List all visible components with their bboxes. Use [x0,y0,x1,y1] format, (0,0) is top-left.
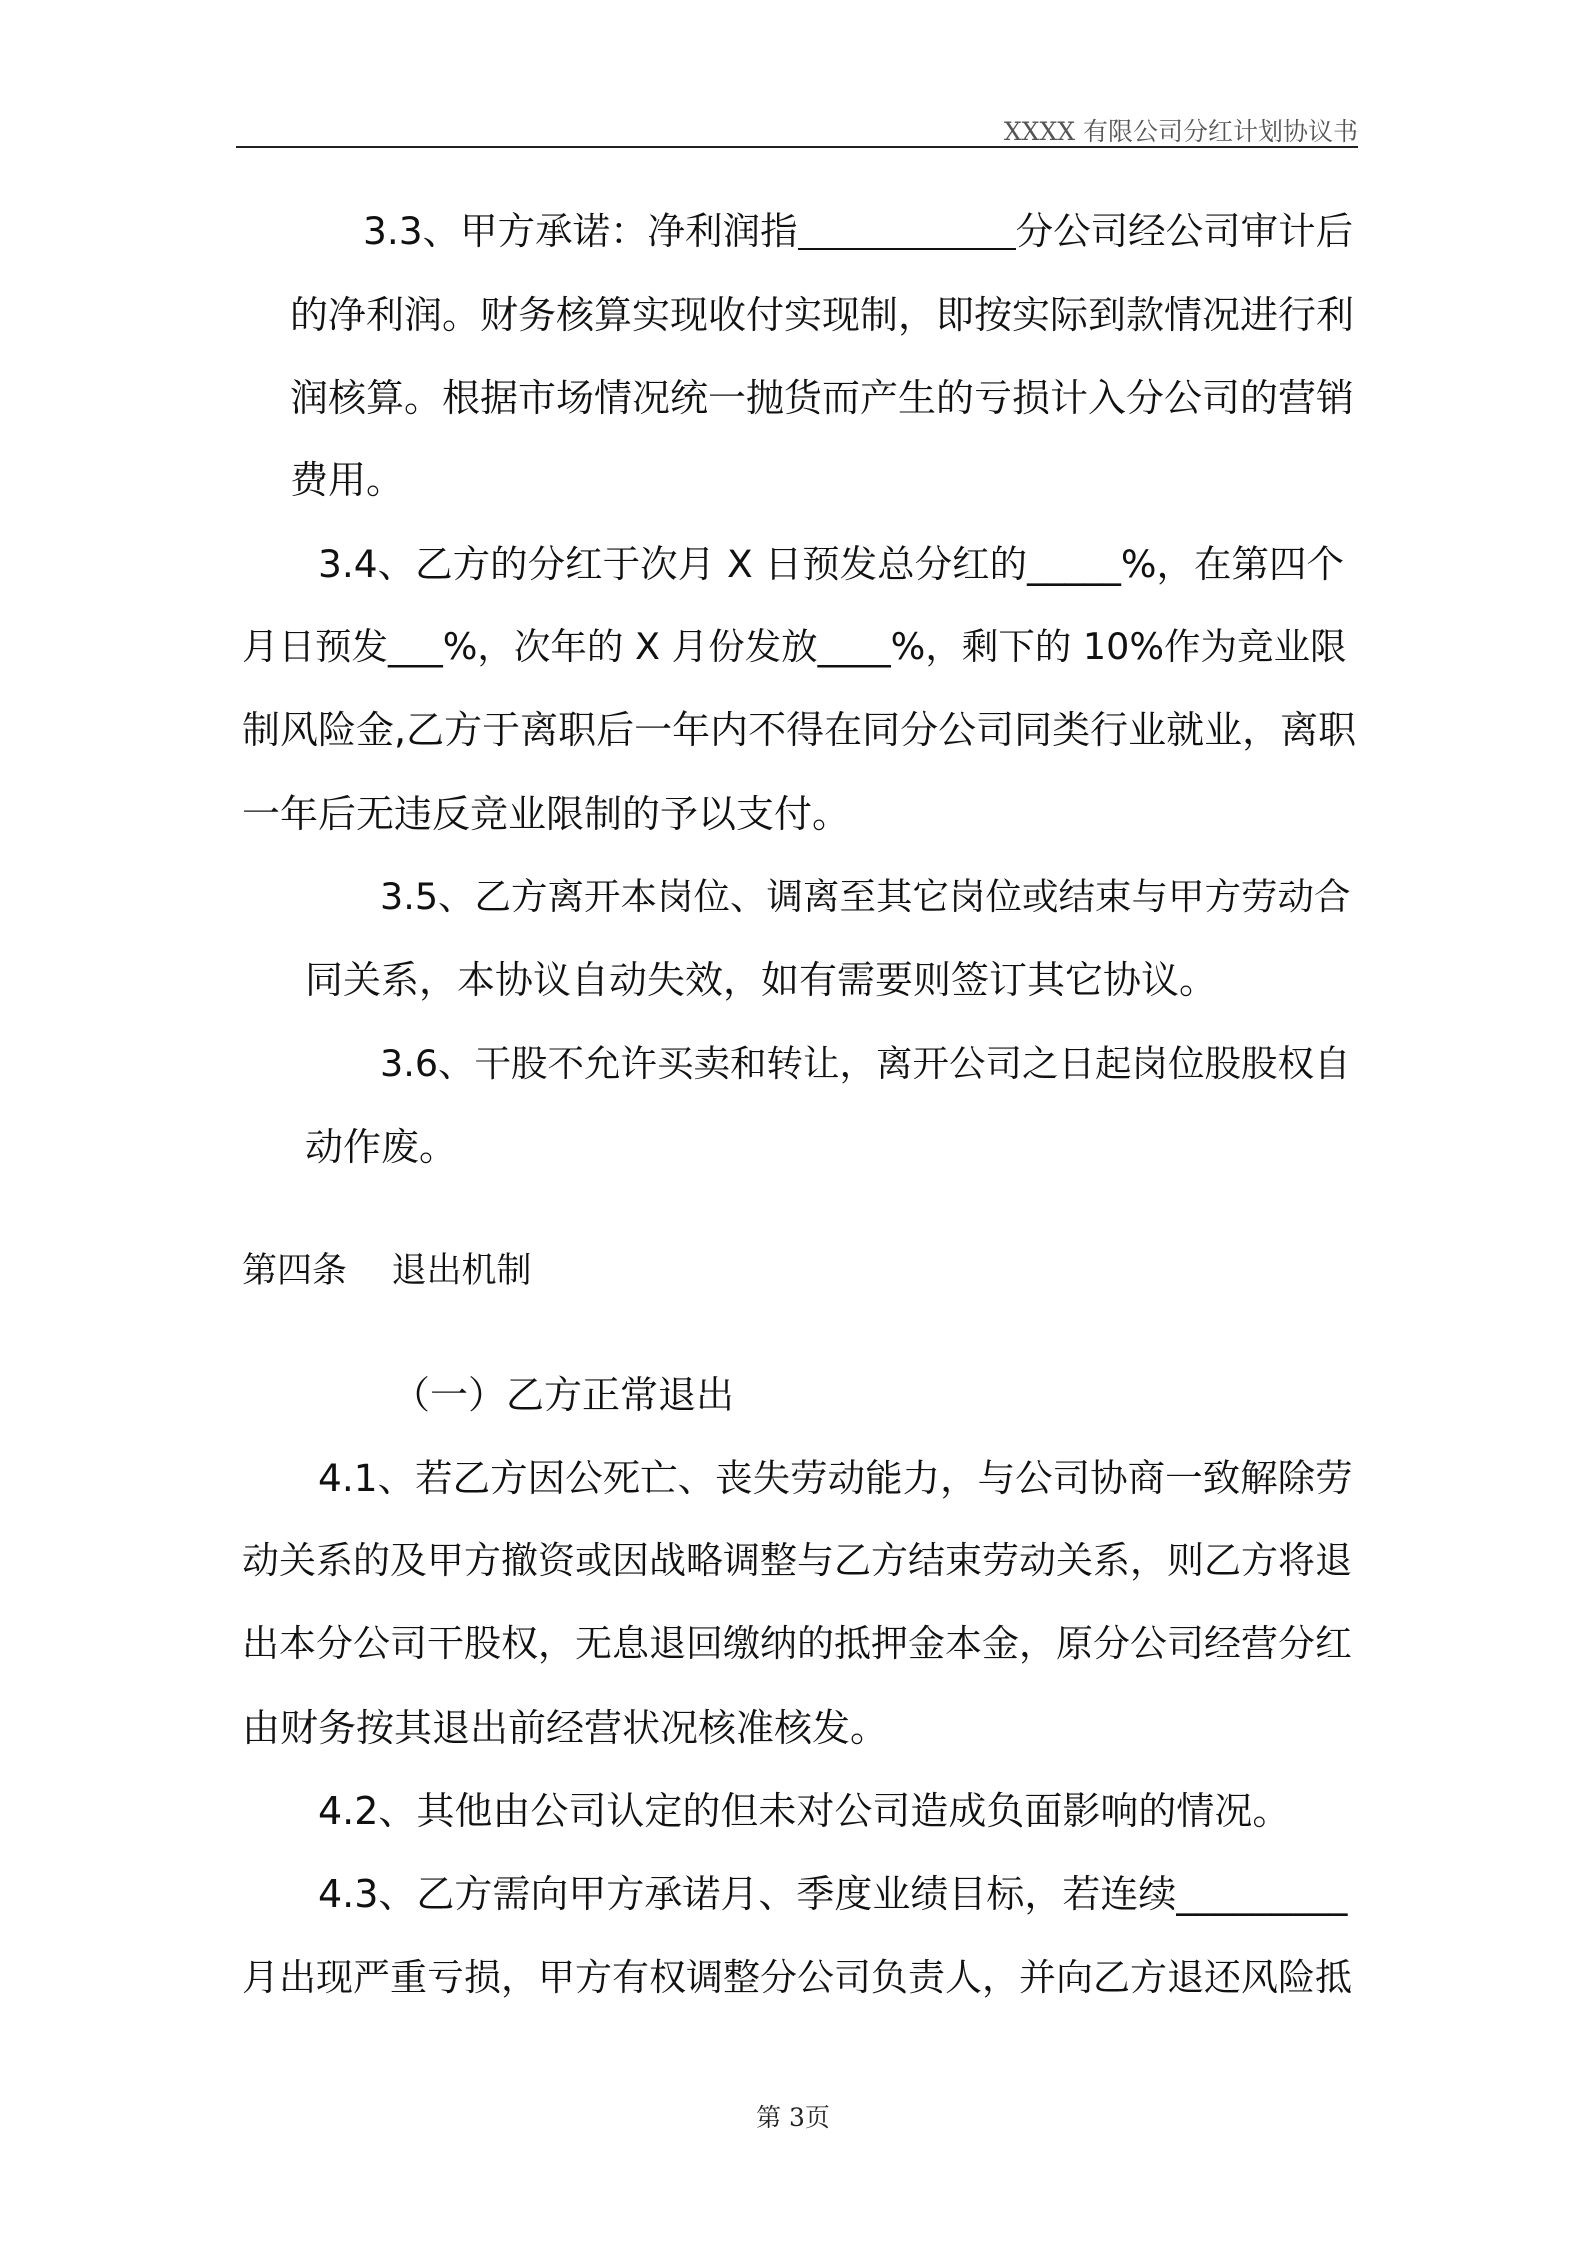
clause-4-1-line-1: 4.1、若乙方因公死亡、丧失劳动能力，与公司协商一致解除劳 [318,1456,1353,1500]
clause-3-3-line-4: 费用。 [290,458,405,502]
clause-3-5-line-1: 3.5、乙方离开本岗位、调离至其它岗位或结束与甲方劳动合 [380,875,1351,918]
clause-3-6-line-2: 动作废。 [305,1125,458,1169]
clause-4-3-line-1: 4.3、乙方需向甲方承诺月、季度业绩目标，若连续_________ [318,1872,1348,1916]
article-4-heading: 第四条 退出机制 [242,1251,532,1291]
clause-3-3-text-before-blank: 3.3、甲方承诺：净利润指 [363,209,798,253]
clause-3-3-line-1 [363,206,1353,256]
clause-3-5-line-2: 同关系，本协议自动失效，如有需要则签订其它协议。 [305,958,1218,1002]
clause-4-1-line-4: 由财务按其退出前经营状况核准核发。 [242,1706,889,1750]
clause-3-3-line-3: 润核算。根据市场情况统一抛货而产生的亏损计入分公司的营销 [290,376,1355,420]
document-title-header: XXXX 有限公司分红计划协议书 [1003,117,1358,146]
clause-4-1-line-3: 出本分公司干股权，无息退回缴纳的抵押金本金，原分公司经营分红 [242,1622,1352,1665]
clause-4-2-line-1: 4.2、其他由公司认定的但未对公司造成负面影响的情况。 [318,1789,1291,1833]
clause-3-4-line-3: 制风险金,乙方于离职后一年内不得在同分公司同类行业就业，离职 [242,708,1357,752]
section-heading-normal-exit: （一）乙方正常退出 [392,1373,735,1417]
fill-in-blank [798,210,1016,250]
clause-3-4-line-2: 月日预发___%，次年的 X 月份发放____%，剩下的 10%作为竞业限 [242,625,1347,668]
page-number: 第 3页 [756,2103,830,2132]
clause-4-3-line-2: 月出现严重亏损，甲方有权调整分公司负责人，并向乙方退还风险抵 [242,1956,1352,1999]
clause-3-3-line-2: 的净利润。财务核算实现收付实现制，即按实际到款情况进行利 [290,293,1355,337]
clause-3-4-line-4: 一年后无违反竞业限制的予以支付。 [242,792,851,836]
clause-4-1-line-2: 动关系的及甲方撤资或因战略调整与乙方结束劳动关系，则乙方将退 [242,1539,1352,1582]
clause-3-6-line-1: 3.6、干股不允许买卖和转让，离开公司之日起岗位股股权自 [380,1042,1351,1085]
page-header [236,108,1358,148]
clause-3-4-line-1: 3.4、乙方的分红于次月 X 日预发总分红的_____%，在第四个 [318,542,1345,586]
clause-3-3-text-after-blank: 分公司经公司审计后 [1015,209,1354,253]
